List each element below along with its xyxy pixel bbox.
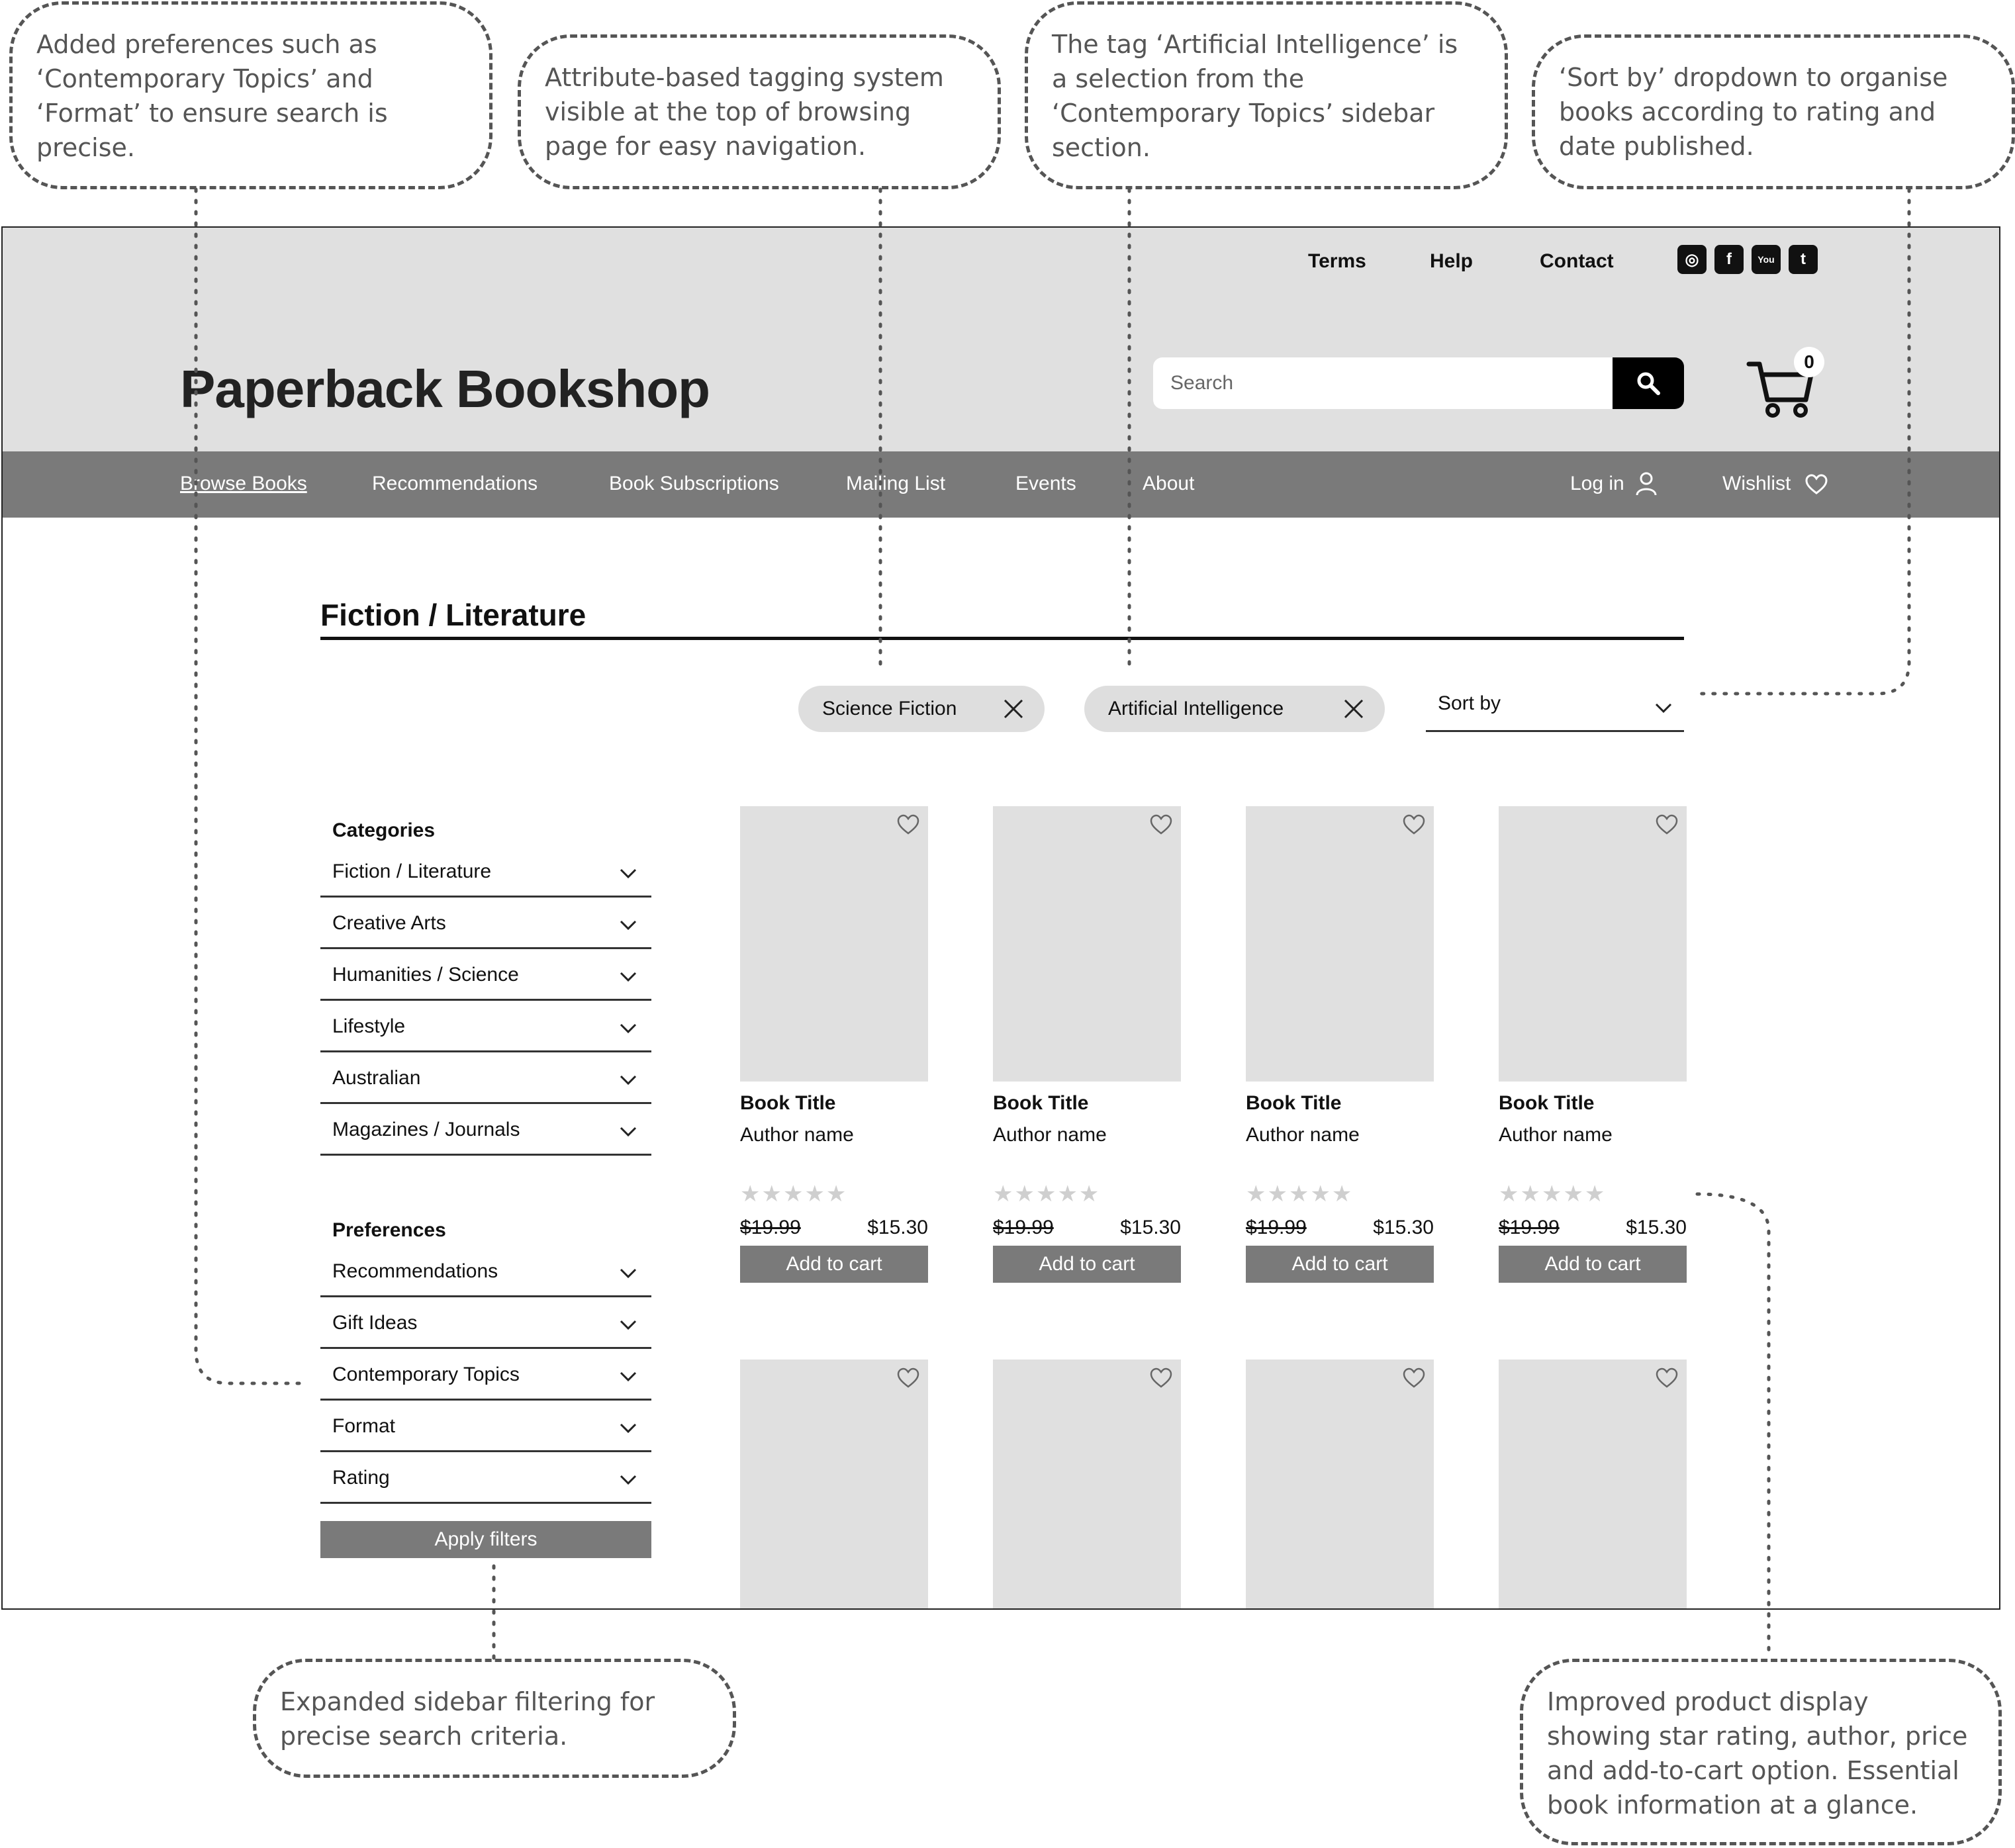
categories-heading: Categories [332,819,436,841]
header [3,228,1999,451]
chevron-down-icon [620,1127,637,1137]
nav-events[interactable]: Events [1015,473,1076,494]
annotation-tagging: Attribute-based tagging system visible at the top of browsing page for easy navigation. [518,34,1001,189]
sale-price: $15.30 [1120,1217,1181,1238]
wishlist-heart-icon[interactable] [896,814,920,835]
sidebar-item-label: Humanities / Science [332,964,519,986]
chevron-down-icon [1655,703,1672,714]
sidebar-item-label: Rating [332,1467,390,1489]
apply-filters-button[interactable]: Apply filters [320,1521,651,1558]
sidebar-item[interactable] [320,1452,651,1504]
help-link[interactable]: Help [1430,250,1474,272]
social-links [1677,245,1818,274]
website-mockup [1,226,2000,1610]
sidebar-item[interactable] [320,1349,651,1401]
annotation-sort: ‘Sort by’ dropdown to organise books according to rating and date published. [1532,34,2015,189]
tag-label: Artificial Intelligence [1108,698,1284,719]
sidebar-item[interactable] [320,1401,651,1452]
add-to-cart-button[interactable]: Add to cart [1246,1246,1434,1283]
tag-label: Science Fiction [822,698,957,719]
wishlist-heart-icon[interactable] [1149,1367,1173,1389]
nav-recommendations[interactable]: Recommendations [372,473,538,494]
chevron-down-icon [620,1023,637,1034]
sort-by-label: Sort by [1438,692,1501,714]
original-price: $19.99 [993,1217,1054,1238]
add-to-cart-button[interactable]: Add to cart [1499,1246,1687,1283]
book-cover[interactable] [740,806,928,1082]
search-icon [1635,370,1662,396]
search-button[interactable] [1613,357,1684,409]
sidebar-item-label: Lifestyle [332,1015,406,1037]
annotation-preferences: Added preferences such as ‘Contemporary Topics’ and ‘Format’ to ensure search is precise. [9,1,492,189]
main-nav [3,451,1999,518]
star-rating: ★★★★★ [993,1181,1101,1207]
sale-price: $15.30 [1373,1217,1434,1238]
book-author: Author name [740,1124,854,1146]
chevron-down-icon [620,1268,637,1279]
chevron-down-icon [620,1423,637,1434]
tag-science-fiction[interactable] [798,686,1045,732]
chevron-down-icon [620,1075,637,1086]
nav-book-subscriptions[interactable]: Book Subscriptions [609,473,779,494]
wishlist-heart-icon[interactable] [896,1367,920,1389]
sidebar-item-label: Fiction / Literature [332,860,492,882]
sidebar-item[interactable] [320,1001,651,1052]
chevron-down-icon [620,920,637,931]
annotation-sidebar: Expanded sidebar filtering for precise search criteria. [253,1659,736,1778]
sidebar-item-label: Magazines / Journals [332,1119,520,1140]
chevron-down-icon [620,972,637,982]
book-author: Author name [993,1124,1107,1146]
close-icon[interactable] [1342,698,1365,720]
sidebar-item[interactable] [320,1052,651,1104]
nav-login[interactable]: Log in [1570,473,1624,494]
sidebar-item-label: Recommendations [332,1260,498,1282]
brand-logo[interactable]: Paperback Bookshop [180,359,710,418]
book-title[interactable]: Book Title [740,1092,836,1114]
sidebar-item-label: Creative Arts [332,912,446,934]
nav-about[interactable]: About [1143,473,1195,494]
book-cover[interactable] [1499,806,1687,1082]
terms-link[interactable]: Terms [1308,250,1366,272]
original-price: $19.99 [1499,1217,1560,1238]
annotation-ai-tag: The tag ‘Artificial Intelligence’ is a selection from the ‘Contemporary Topics’ sidebar section. [1025,1,1508,189]
nav-browse-books[interactable]: Browse Books [180,473,307,494]
add-to-cart-button[interactable]: Add to cart [993,1246,1181,1283]
wishlist-heart-icon[interactable] [1655,1367,1679,1389]
sidebar-item-label: Australian [332,1067,421,1089]
sale-price: $15.30 [1626,1217,1687,1238]
sort-by-dropdown[interactable] [1426,686,1684,732]
wishlist-heart-icon[interactable] [1402,1367,1426,1389]
annotation-product: Improved product display showing star rating, author, price and add-to-cart option. Essential book information at a glance. [1520,1659,2002,1845]
tag-artificial-intelligence[interactable] [1084,686,1385,732]
sidebar-item-label: Format [332,1415,396,1437]
original-price: $19.99 [1246,1217,1307,1238]
chevron-down-icon [620,868,637,879]
sidebar-item-label: Gift Ideas [332,1312,418,1334]
twitter-icon[interactable]: t [1789,245,1818,274]
sidebar-item[interactable] [320,898,651,949]
nav-wishlist[interactable]: Wishlist [1722,473,1791,494]
wishlist-heart-icon[interactable] [1402,814,1426,835]
chevron-down-icon [620,1371,637,1382]
book-cover[interactable] [1246,1360,1434,1610]
page-title: Fiction / Literature [320,598,586,632]
book-author: Author name [1246,1124,1360,1146]
close-icon[interactable] [1002,698,1025,720]
star-rating: ★★★★★ [1499,1181,1607,1207]
user-icon [1635,471,1658,496]
book-cover[interactable] [740,1360,928,1610]
original-price: $19.99 [740,1217,801,1238]
add-to-cart-button[interactable]: Add to cart [740,1246,928,1283]
sidebar-item[interactable] [320,1297,651,1349]
heart-icon [1804,474,1828,495]
star-rating: ★★★★★ [1246,1181,1354,1207]
sidebar-item[interactable] [320,1246,651,1297]
search-input[interactable] [1153,357,1614,409]
preferences-heading: Preferences [332,1219,446,1241]
sidebar-item[interactable] [320,846,651,898]
sidebar-item[interactable] [320,949,651,1001]
book-cover[interactable] [993,1360,1181,1610]
book-title[interactable]: Book Title [1246,1092,1342,1114]
book-title[interactable]: Book Title [1499,1092,1595,1114]
title-divider [320,637,1684,640]
sale-price: $15.30 [867,1217,928,1238]
wishlist-heart-icon[interactable] [1655,814,1679,835]
wishlist-heart-icon[interactable] [1149,814,1173,835]
youtube-icon[interactable]: You [1752,245,1781,274]
cart-count-badge: 0 [1794,347,1824,377]
contact-link[interactable]: Contact [1540,250,1614,272]
book-cover[interactable] [1499,1360,1687,1610]
sidebar-item[interactable] [320,1104,651,1156]
nav-mailing-list[interactable]: Mailing List [846,473,946,494]
facebook-icon[interactable]: f [1714,245,1744,274]
book-author: Author name [1499,1124,1613,1146]
chevron-down-icon [620,1320,637,1330]
book-cover[interactable] [1246,806,1434,1082]
star-rating: ★★★★★ [740,1181,848,1207]
book-cover[interactable] [993,806,1181,1082]
sidebar-item-label: Contemporary Topics [332,1363,520,1385]
chevron-down-icon [620,1475,637,1485]
instagram-icon[interactable]: ◎ [1677,245,1707,274]
book-title[interactable]: Book Title [993,1092,1089,1114]
